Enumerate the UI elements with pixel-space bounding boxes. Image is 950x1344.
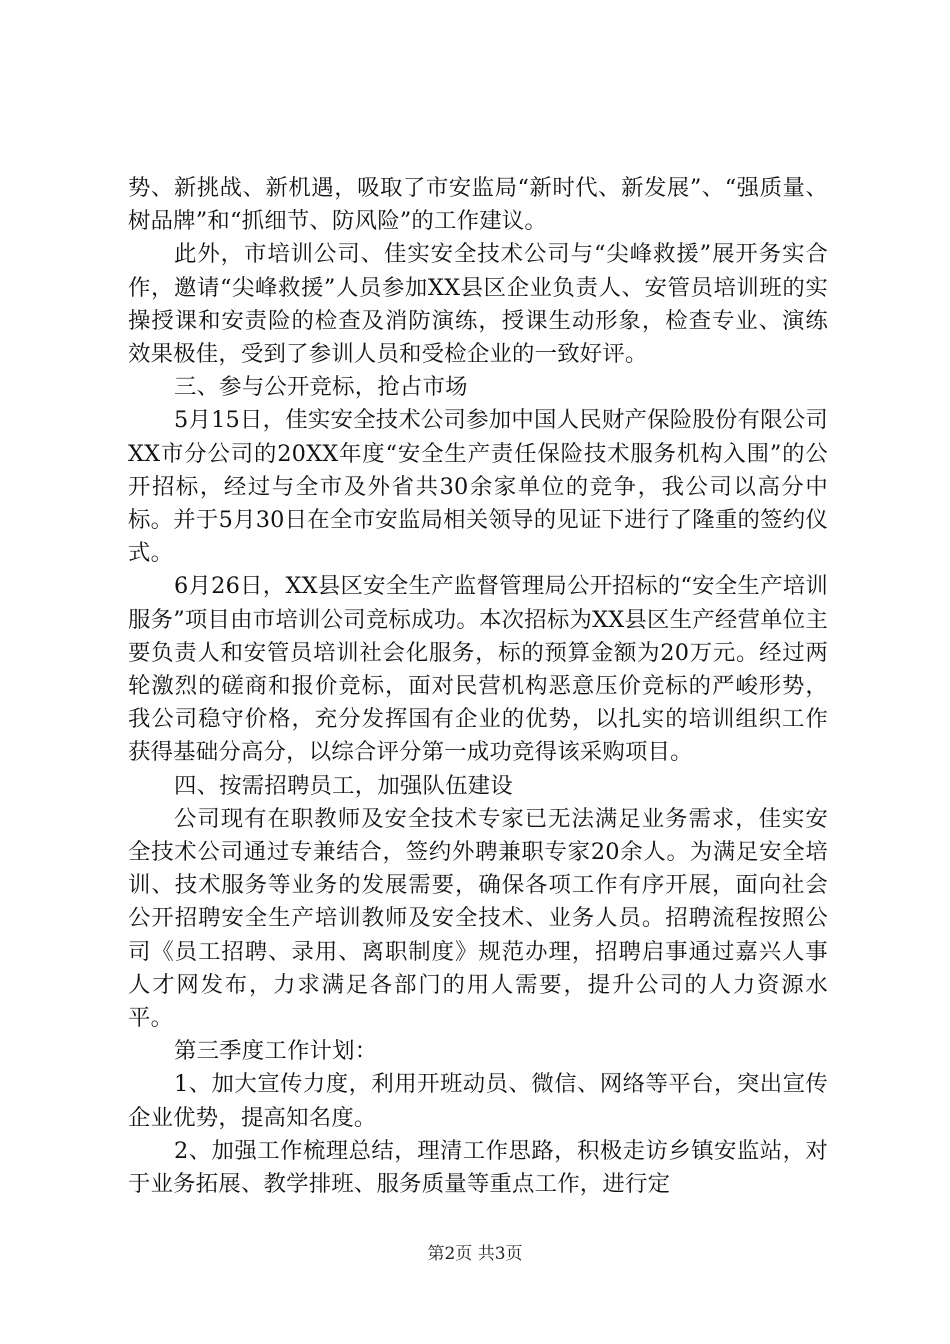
paragraph-cooperation: 此外，市培训公司、佳实安全技术公司与“尖峰救援”展开务实合作，邀请“尖峰救援”人员参加XX县区企业负责人、安管员培训班的实操授课和安责险的检查及消防演练，授课生动形象，检查专业、演练效果极佳，受到了参训人员和受检企业的一致好评。	[128, 241, 828, 368]
paragraph-recruitment: 公司现有在职教师及安全技术专家已无法满足业务需求，佳实安全技术公司通过专兼结合，签约外聘兼职专家20余人。为满足安全培训、技术服务等业务的发展需要，确保各项工作有序开展，面向社会公开招聘安全生产培训教师及安全技术、业务人员。招聘流程按照公司《员工招聘、录用、离职制度》规范办理，招聘启事通过嘉兴人事人才网发布，力求满足各部门的用人需要，提升公司的人力资源水平。	[128, 805, 828, 1032]
document-body	[128, 172, 828, 1201]
section-heading-recruitment: 四、按需招聘员工，加强队伍建设	[174, 772, 513, 799]
list-item-plan-2: 2、加强工作梳理总结，理清工作思路，积极走访乡镇安监站，对于业务拓展、教学排班、服务质量等重点工作，进行定	[128, 1137, 828, 1198]
paragraph-continuation: 势、新挑战、新机遇，吸取了市安监局“新时代、新发展”、“强质量、树品牌”和“抓细节、防风险”的工作建议。	[128, 175, 828, 235]
list-item-plan-1: 1、加大宣传力度，利用开班动员、微信、网络等平台，突出宣传企业优势，提高知名度。	[128, 1071, 828, 1131]
section-heading-q3-plan: 第三季度工作计划：	[174, 1038, 378, 1065]
paragraph-may-bid: 5月15日，佳实安全技术公司参加中国人民财产保险股份有限公司XX市分公司的20XX年度“安全生产责任保险技术服务机构入围”的公开招标，经过与全市及外省共30余家单位的竞争，我公司以高分中标。并于5月30日在全市安监局相关领导的见证下进行了隆重的签约仪式。	[128, 407, 828, 567]
paragraph-june-bid: 6月26日，XX县区安全生产监督管理局公开招标的“安全生产培训服务”项目由市培训公司竞标成功。本次招标为XX县区生产经营单位主要负责人和安管员培训社会化服务，标的预算金额为20万元。经过两轮激烈的磋商和报价竞标，面对民营机构恶意压价竞标的严峻形势，我公司稳守价格，充分发挥国有企业的优势，以扎实的培训组织工作获得基础分高分，以综合评分第一成功竞得该采购项目。	[128, 573, 828, 766]
section-heading-bidding: 三、参与公开竞标，抢占市场	[174, 374, 468, 401]
page-number-footer: 第2页 共3页	[427, 1244, 523, 1264]
